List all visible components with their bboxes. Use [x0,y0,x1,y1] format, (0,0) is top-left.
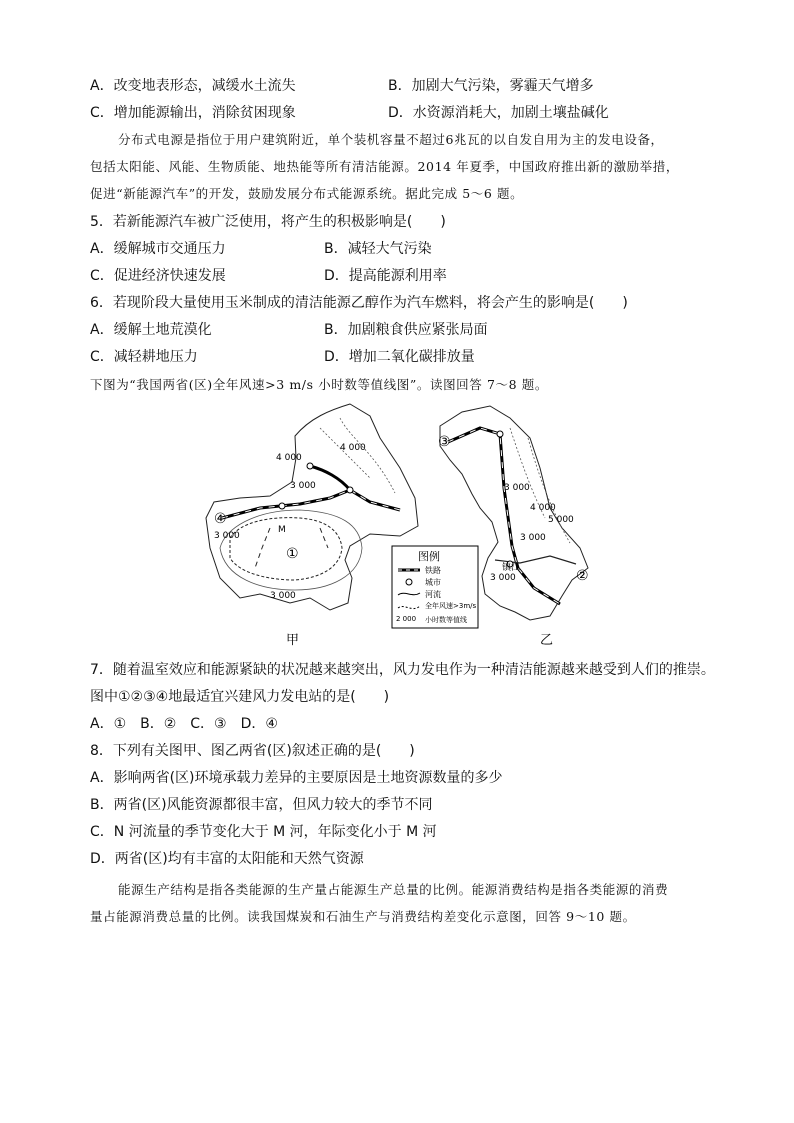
legend-isoline-line2: 小时数等值线 [425,616,467,624]
q4-option-d: D．水资源消耗大，加剧土壤盐碱化 [388,105,609,121]
q6-option-b: B．加剧粮食供应紧张局面 [324,322,488,338]
q5-option-c: C．促进经济快速发展 [90,268,226,284]
marker-4: ④ [214,511,227,527]
contour-label: 3 000 [504,483,530,493]
contour-label: 4 000 [530,503,556,513]
q8-option-b: B．两省(区)风能资源都很丰富，但风力较大的季节不同 [90,797,433,813]
q7-stem-line1: 7．随着温室效应和能源紧缺的状况越来越突出，风力发电作为一种清洁能源越来越受到人们的推崇。 [90,662,715,678]
passage2-line2: 量占能源消费总量的比例。读我国煤炭和石油生产与消费结构差变化示意图，回答 9～10 题。 [90,909,636,924]
marker-2: ② [576,568,589,584]
q7-options: A．① B．② C．③ D．④ [90,716,278,732]
contour-label: 3 000 [290,481,316,491]
legend-railway: 铁路 [425,566,441,575]
q6-option-d: D．增加二氧化碳排放量 [324,349,475,365]
map-left-label: 甲 [286,633,300,648]
passage1-line3: 促进“新能源汽车”的开发，鼓励发展分布式能源系统。据此完成 5～6 题。 [90,186,524,201]
passage1-line2: 包括太阳能、风能、生物质能、地热能等所有清洁能源。2014 年夏季，中国政府推出新的激励举措， [90,159,679,174]
figure-intro: 下图为“我国两省(区)全年风速>3 m/s 小时数等值线图”。读图回答 7～8 题。 [90,377,548,392]
railway-jia [222,490,400,518]
q7-stem-line2: 图中①②③④地最适宜兴建风力发电站的是( ) [90,689,390,705]
q5-option-a: A．缓解城市交通压力 [90,241,226,257]
q4-option-b: B．加剧大气污染，雾霾天气增多 [388,78,594,94]
river-m-label: M [278,525,286,535]
q6-stem: 6．若现阶段大量使用玉米制成的清洁能源乙醇作为汽车燃料，将会产生的影响是( ) [90,295,628,311]
q8-option-a: A．影响两省(区)环境承载力差异的主要原因是土地资源数量的多少 [90,770,503,786]
q6-option-a: A．缓解土地荒漠化 [90,322,212,338]
legend-isoline-line1: 全年风速>3m/s [425,602,477,610]
legend-isoline-value: 2 000 [396,615,417,623]
city-zhenjiang-label: 镇江 [502,563,521,573]
legend-river: 河流 [425,590,441,599]
contour-label: 3 000 [520,533,546,543]
marker-1: ① [286,546,299,562]
legend-city: 城市 [425,578,441,587]
legend-title: 图例 [418,550,440,563]
q8-option-d: D．两省(区)均有丰富的太阳能和天然气资源 [90,851,364,867]
contour-label: 3 000 [214,531,240,541]
contour-label: 4 000 [340,443,366,453]
wind-isoline-map [200,398,590,652]
contour-label: 3 000 [490,573,516,583]
passage1-line1: 分布式电源是指位于用户建筑附近，单个装机容量不超过6兆瓦的以自发自用为主的发电设备， [118,132,664,147]
passage2-line1: 能源生产结构是指各类能源的生产量占能源生产总量的比例。能源消费结构是指各类能源的消费 [118,882,669,897]
contour-label: 5 000 [548,515,574,525]
q5-option-d: D．提高能源利用率 [324,268,447,284]
map-legend [392,546,478,628]
q4-option-a: A．改变地表形态，减缓水土流失 [90,78,296,94]
map-right-label: 乙 [540,633,554,648]
marker-3: ③ [438,434,451,450]
q5-stem: 5．若新能源汽车被广泛使用，将产生的积极影响是( ) [90,214,446,230]
q5-option-b: B．减轻大气污染 [324,241,432,257]
q4-option-c: C．增加能源输出，消除贫困现象 [90,105,296,121]
q8-option-c: C．N 河流量的季节变化大于 M 河，年际变化小于 M 河 [90,824,437,840]
q6-option-c: C．减轻耕地压力 [90,349,198,365]
contour-label: 3 000 [270,591,296,601]
q8-stem: 8．下列有关图甲、图乙两省(区)叙述正确的是( ) [90,743,415,759]
contour-label: 4 000 [276,453,302,463]
